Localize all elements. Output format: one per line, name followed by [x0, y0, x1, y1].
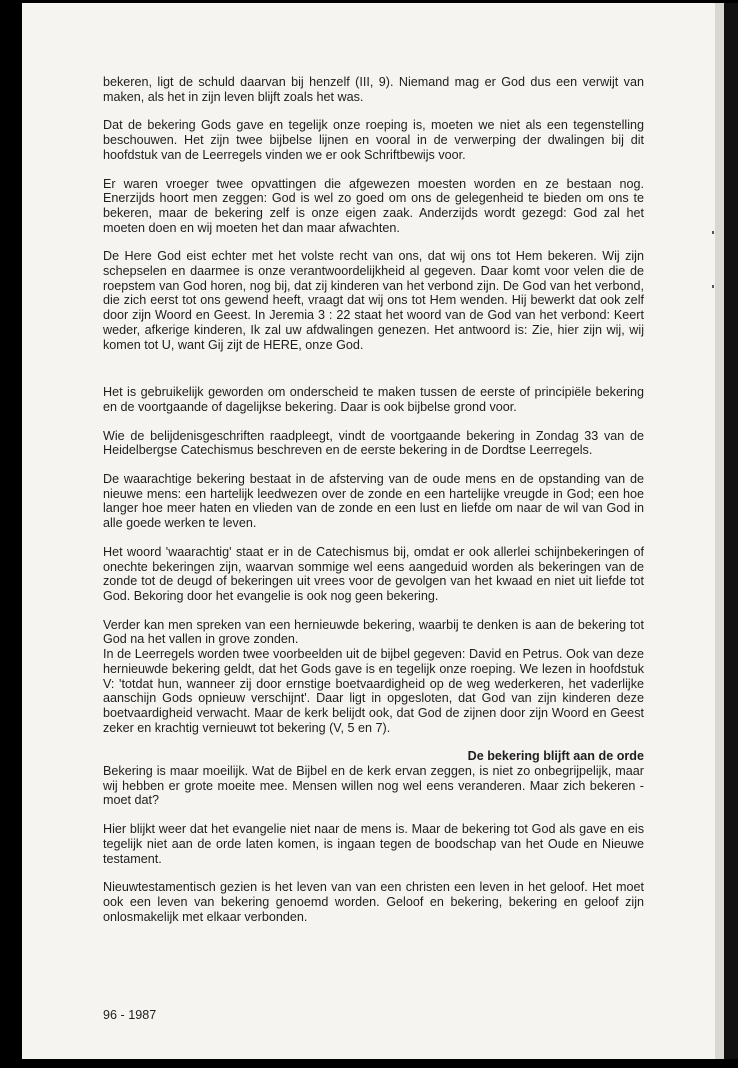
paragraph: De Here God eist echter met het volste recht van ons, dat wij ons tot Hem bekeren. Wij zijn schepselen en daarmee is onze verantwoordelijkheid al gegeven. Daar komt voor velen die de roepstem van God horen, nog bij, dat zij kinderen van het verbond zijn. De God van het verbond, die zich eerst tot ons gewend heeft, vraagt dat wij ons tot Hem wenden. Hij bewerkt dat ook zelf door zijn Woord en Geest. In Jeremia 3 : 22 staat het woord van de God van het verbond: Keert weder, afkerige kinderen, Ik zal uw afdwalingen genezen. Het antwoord is: Zie, hier zijn wij, wij komen tot U, want Gij zijt de HERE, onze God. — [103, 249, 644, 352]
paragraph: Er waren vroeger twee opvattingen die afgewezen moesten worden en ze bestaan nog. Enerzijds hoort men zeggen: God is wel zo goed om ons de gelegenheid te bieden om ons te bekeren, maar de bekering zelf is onze eigen zaak. Anderzijds wordt gezegd: God zal het moeten doen en wij moeten het dan maar afwachten. — [103, 176, 644, 235]
paragraph: In de Leerregels worden twee voorbeelden uit de bijbel gegeven: David en Petrus. Ook van deze hernieuwde bekering geldt, dat het Gods gave is en tegelijk onze roeping. We lezen in hoofdstuk V: 'totdat hun, wanneer zij door ernstige boetvaardigheid op de weg wederkeren, het vaderlijke aanschijn Gods opnieuw verschijnt'. Daar ligt in opgesloten, dat God van zijn kinderen deze boetvaardigheid verwacht. Maar de kerk belijdt ook, dat God de zijnen door zijn Woord en Geest zeker en krachtig vernieuwt tot bekering (V, 5 en 7). — [103, 647, 644, 735]
section-heading: De bekering blijft aan de orde — [467, 749, 644, 764]
document-page — [22, 3, 722, 1059]
paragraph: bekeren, ligt de schuld daarvan bij henzelf (III, 9). Niemand mag er God dus een verwijt van maken, als het in zijn leven blijft zoals het was. — [103, 75, 644, 104]
paragraph: Bekering is maar moeilijk. Wat de Bijbel en de kerk ervan zeggen, is niet zo onbegrijpelijk, maar wij hebben er grote moeite mee. Mensen willen nog wel eens veranderen. Maar zich bekeren - moet dat? — [103, 764, 644, 808]
paragraph: Het is gebruikelijk geworden om onderscheid te maken tussen de eerste of principiële bekering en de voortgaande of dagelijkse bekering. Daar is ook bijbelse grond voor. — [103, 385, 644, 414]
paragraph: Nieuwtestamentisch gezien is het leven van van een christen een leven in het geloof. Het moet ook een leven van bekering genoemd worden. Geloof en bekering, bekering en geloof zijn onlosmakelijk met elkaar verbonden. — [103, 880, 644, 924]
article-body — [103, 75, 644, 938]
paragraph: Dat de bekering Gods gave en tegelijk onze roeping is, moeten we niet als een tegenstelling beschouwen. Het zijn twee bijbelse lijnen en vooral in de verwerping der dwalingen bij dit hoofdstuk van de Leerregels vinden we er ook Schriftbewijs voor. — [103, 118, 644, 162]
paragraph: De waarachtige bekering bestaat in de afsterving van de oude mens en de opstanding van de nieuwe mens: een hartelijk leedwezen over de zonde en een hartelijke vreugde in God; een hoe langer hoe meer haten en vlieden van de zonde en een lust en liefde om naar de wil van God in alle goede werken te leven. — [103, 472, 644, 531]
scan-border — [724, 3, 738, 1059]
scan-speck — [712, 285, 714, 288]
paragraph: Het woord 'waarachtig' staat er in de Catechismus bij, omdat er ook allerlei schijnbekeringen of onechte bekeringen zijn, waarvan sommige wel eens aangeduid worden als bekeringen van de zonde tot de deugd of bekeringen uit vrees voor de gevolgen van het kwaad en niet uit liefde tot God. Bekoring door het evangelie is ook nog geen bekering. — [103, 544, 644, 603]
paragraph: Verder kan men spreken van een hernieuwde bekering, waarbij te denken is aan de bekering tot God na het vallen in grove zonden. — [103, 617, 644, 647]
page-number: 96 - 1987 — [103, 1008, 157, 1022]
paragraph: Hier blijkt weer dat het evangelie niet naar de mens is. Maar de bekering tot God als gave en eis tegelijk niet aan de orde laten komen, is ingaan tegen de boodschap van het Oude en Nieuwe testament. — [103, 822, 644, 866]
paragraph: Wie de belijdenisgeschriften raadpleegt, vindt de voortgaande bekering in Zondag 33 van de Heidelbergse Catechismus beschreven en de eerste bekering in de Dordtse Leerregels. — [103, 428, 644, 458]
page-edge — [715, 3, 724, 1059]
scan-speck — [712, 231, 714, 234]
